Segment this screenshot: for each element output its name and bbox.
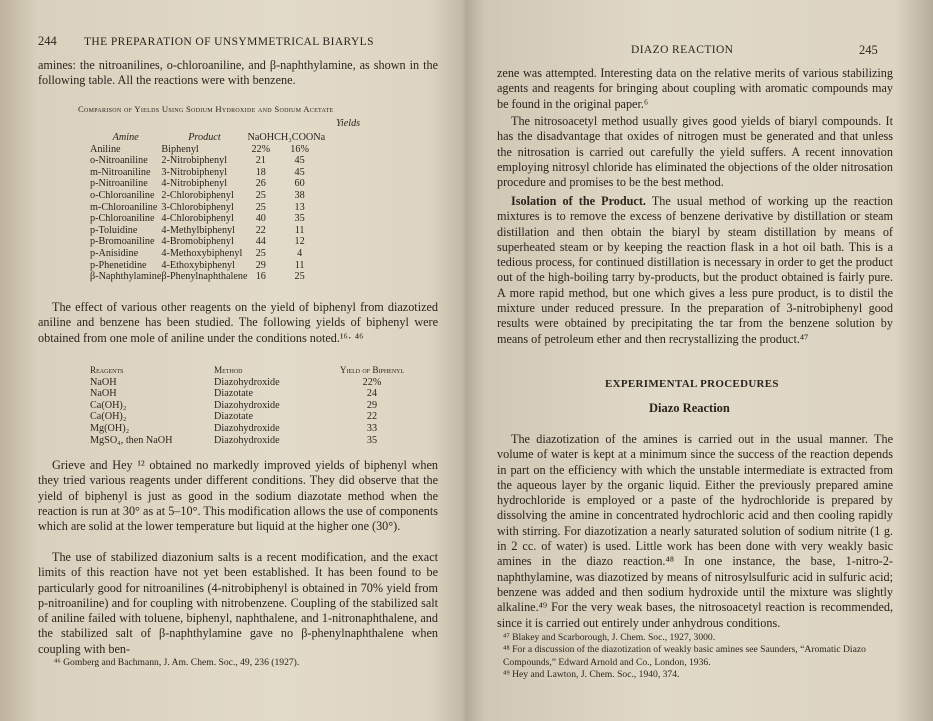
col-naoh: NaOH: [247, 132, 275, 143]
table-cell: p-Chloroaniline: [90, 213, 155, 225]
table-row: [90, 271, 325, 283]
yields-label: Yields: [336, 118, 361, 129]
table-cell: 11: [294, 259, 305, 271]
table-cell: o-Nitroaniline: [90, 155, 148, 167]
col-ch3coona: CH₃COONa: [274, 132, 326, 143]
table-cell: 35: [366, 434, 378, 446]
table-row: [90, 155, 325, 167]
table-cell: 25: [255, 201, 266, 213]
table-cell: Diazohydroxide: [214, 399, 280, 411]
table-row: [90, 144, 325, 156]
table-row: [90, 167, 325, 179]
table-cell: Ca(OH)₂: [90, 411, 127, 423]
page-number: 245: [859, 43, 878, 57]
table-cell: β-Naphthylamine: [90, 271, 162, 283]
table-cell: m-Chloroaniline: [90, 201, 158, 213]
table-cell: 4-Chlorobiphenyl: [161, 213, 234, 225]
table-cell: Diazotate: [214, 388, 254, 400]
table-row: [90, 225, 325, 237]
table-cell: 33: [366, 422, 378, 434]
table1-body: [90, 144, 325, 283]
table-row: [90, 435, 422, 447]
table-cell: p-Bromoaniline: [90, 236, 155, 248]
table-cell: 16%: [290, 143, 309, 155]
para2: [38, 300, 438, 346]
col-reagents: Reagents: [90, 365, 124, 375]
table-cell: 16: [255, 271, 266, 283]
table-cell: 35: [294, 213, 305, 225]
intro-paragraph: [38, 58, 438, 89]
table-cell: 22%: [362, 376, 382, 388]
table-cell: 45: [294, 155, 305, 167]
table-cell: 25: [294, 271, 305, 283]
table-cell: 13: [294, 201, 305, 213]
table-cell: MgSO₄, then NaOH: [90, 434, 173, 446]
table-row: [90, 190, 325, 202]
running-head: DIAZO REACTION: [631, 44, 734, 56]
table-cell: Diazohydroxide: [214, 434, 280, 446]
table1-caption: Comparison of Yields Using Sodium Hydroxide and Sodium Acetate: [78, 104, 334, 114]
para1: [497, 66, 893, 112]
yield-table: [90, 132, 325, 283]
table-cell: 21: [255, 155, 266, 167]
table-cell: p-Nitroaniline: [90, 178, 148, 190]
table-cell: 22: [255, 224, 266, 236]
table-row: [90, 423, 422, 435]
table-cell: 60: [294, 178, 305, 190]
table2-header-row: [90, 365, 422, 377]
para4-text: The use of stabilized diazonium salts is a recent modification, and the exact limits of this reaction have not yet been established. It has been found to be particularly good for nitroanilines (4-nitrobiphenyl is obtained in 70% yield from p-nitroaniline) and for coupling with nitrobenzene. Coupling of the stabilized salt of aniline failed with toluene, biphenyl, naphthalene, and 1-nitronaphthalene, and the stabilized salt of β-naphthylamine gave no β-phenylnaphthalene when coupling with ben-: [38, 550, 438, 656]
left-page: [0, 0, 466, 721]
para4: [497, 432, 893, 631]
table-cell: 4-Ethoxybiphenyl: [161, 259, 235, 271]
table-row: [90, 178, 325, 190]
table-cell: p-Phenetidine: [90, 259, 147, 271]
running-head: THE PREPARATION OF UNSYMMETRICAL BIARYLS: [84, 36, 374, 48]
table-cell: 4-Nitrobiphenyl: [161, 178, 228, 190]
para1-text: zene was attempted. Interesting data on the relative merits of various stabilizing agents and reagents for bringing about coupling with aromatic compounds may be found in the original paper.⁶: [497, 66, 893, 111]
table-row: [90, 248, 325, 260]
table-cell: p-Toluidine: [90, 224, 138, 236]
isolation-text: The usual method of working up the reaction mixtures is to remove the excess of benzene derivative by distillation or steam distillation and then obtain the biaryl by steam distillation by means of superheated steam or by keeping the reaction flask in a hot oil bath. This is a tedious process, for continued distillation is necessary in order to get the product out of the high-boiling tarry by-products, but the product obtained is fairly pure. A more rapid method, but one which gives a less pure product, is to distil the mixture under reduced pressure. In the preparation of 3-nitrobiphenyl good results were obtained by precipitating the tar from the benzene solution by means of petroleum ether and then recrystallizing the product.⁴⁷: [497, 194, 894, 346]
table-cell: Diazohydroxide: [214, 422, 280, 434]
para3-text: [497, 194, 893, 347]
col-amine: Amine: [112, 132, 139, 143]
table-cell: NaOH: [90, 376, 117, 388]
reagent-table: [90, 365, 422, 446]
table-cell: 3-Chlorobiphenyl: [161, 201, 234, 213]
table-cell: β-Phenylnaphthalene: [161, 271, 248, 283]
table-cell: Biphenyl: [161, 143, 199, 155]
table2-body: [90, 377, 422, 447]
table-cell: 4: [297, 247, 303, 259]
table-row: [90, 400, 422, 412]
table-cell: o-Chloroaniline: [90, 189, 155, 201]
table-cell: Mg(OH)₂: [90, 422, 130, 434]
col-product: Product: [188, 132, 221, 143]
table-cell: 22%: [251, 143, 271, 155]
footnote-49: ⁴⁹ Hey and Lawton, J. Chem. Soc., 1940, 374.: [503, 669, 680, 681]
footnotes: [503, 632, 893, 682]
table-cell: 18: [255, 166, 266, 178]
table-cell: 22: [366, 411, 378, 423]
table-row: [90, 388, 422, 400]
para2-text: The effect of various other reagents on the yield of biphenyl from diazotized aniline and benzene has been studied. The following yields of biphenyl were obtained from one mole of aniline under the conditions noted.¹⁶· ⁴⁶: [38, 300, 438, 345]
footnote-46: ⁴⁶ Gomberg and Bachmann, J. Am. Chem. Soc., 49, 236 (1927).: [54, 657, 300, 668]
table-cell: 4-Methylbiphenyl: [161, 224, 235, 236]
table-cell: 45: [294, 166, 305, 178]
table-cell: 29: [255, 259, 266, 271]
para4: [38, 550, 438, 657]
table-cell: 2-Nitrobiphenyl: [161, 155, 228, 167]
para3: [38, 458, 438, 534]
footnote-48: ⁴⁸ For a discussion of the diazotization of weakly basic amines see Saunders, “Aromatic Diazo Compounds,” Edward Arnold and Co., London, 1936.: [503, 644, 866, 668]
table-cell: 26: [255, 178, 266, 190]
table-cell: 29: [366, 399, 378, 411]
section-heading: EXPERIMENTAL PROCEDURES: [605, 378, 779, 390]
table-cell: 12: [294, 236, 305, 248]
table-cell: Ca(OH)₂: [90, 399, 127, 411]
para2-text: The nitrosoacetyl method usually gives good yields of biaryl compounds. It has the disadvantage that oxides of nitrogen must be generated and that unless the nitrosation is carried out carefully the yield suffers. A recent innovation employing nitrosyl chloride has eliminated the objections of the older nitrosation procedure and promises to be the best method.: [497, 114, 893, 190]
table-row: [90, 202, 325, 214]
para3-text: Grieve and Hey ¹² obtained no markedly improved yields of biphenyl when they tried various reagents under different conditions. They did observe that the yield of biphenyl is just as good in the sodium diazotate method when the reaction is run at 30° as at 5–10°. This modification allows the use of components which are solid at the lower temperature but liquid at the higher one (30°).: [38, 458, 438, 534]
table-cell: 4-Methoxybiphenyl: [161, 247, 243, 259]
table-cell: p-Anisidine: [90, 247, 139, 259]
table-cell: 38: [294, 189, 305, 201]
isolation-heading: Isolation of the Product.: [511, 194, 646, 208]
table-cell: Diazohydroxide: [214, 376, 280, 388]
table-row: [90, 411, 422, 423]
table-cell: Diazotate: [214, 411, 254, 423]
subsection-heading: Diazo Reaction: [649, 401, 730, 415]
table1-header-row: [90, 132, 325, 144]
right-page: [467, 0, 933, 721]
para2: [497, 114, 893, 190]
col-yield: Yield of Biphenyl: [339, 365, 405, 375]
page-number: 244: [38, 34, 57, 48]
table-cell: NaOH: [90, 388, 117, 400]
table-cell: Aniline: [90, 143, 121, 155]
table-row: [90, 377, 422, 389]
col-method: Method: [214, 365, 243, 375]
intro-text: amines: the nitroanilines, o-chloroaniline, and β-naphthylamine, as shown in the following table. All the reactions were with benzene.: [38, 58, 438, 88]
table-cell: 4-Bromobiphenyl: [161, 236, 234, 248]
footnote-47: ⁴⁷ Blakey and Scarborough, J. Chem. Soc., 1927, 3000.: [503, 632, 716, 643]
para3: [497, 194, 893, 347]
table-row: [90, 236, 325, 248]
table-cell: 11: [294, 224, 305, 236]
table-cell: 2-Chlorobiphenyl: [161, 189, 234, 201]
table-cell: 25: [255, 189, 266, 201]
para4-text: The diazotization of the amines is carried out in the usual manner. The volume of water is kept at a minimum since the success of the reaction depends in part on the efficiency with which the unstable intermediate is extracted from the aqueous layer by the organic liquid. Either the previously prepared amine hydrochloride is employed or a paste of the hydrochloride is prepared by dissolving the amine in concentrated hydrochloric acid and then cooling rapidly with stirring. For diazotization a nearly saturated solution of sodium nitrite (1 g. in 2 cc. of water) is used. Little work has been done with very weakly basic amines in the diazo reaction.⁴⁸ In one instance, the base, 1-nitro-2-naphthylamine, was diazotized by means of nitrosylsulfuric acid in sulfuric acid; benzene was added and then sodium hydroxide until the mixture was slightly alkaline.⁴⁹ For the very weak bases, the nitrosoacetyl reaction is recommended, since it is carried out entirely under anhydrous conditions.: [497, 432, 893, 630]
table-cell: 24: [366, 388, 378, 400]
table-cell: 3-Nitrobiphenyl: [161, 166, 228, 178]
table-row: [90, 260, 325, 272]
table-cell: 40: [255, 213, 266, 225]
table-cell: 25: [255, 247, 266, 259]
table-row: [90, 213, 325, 225]
table-cell: 44: [255, 236, 266, 248]
table-cell: m-Nitroaniline: [90, 166, 151, 178]
